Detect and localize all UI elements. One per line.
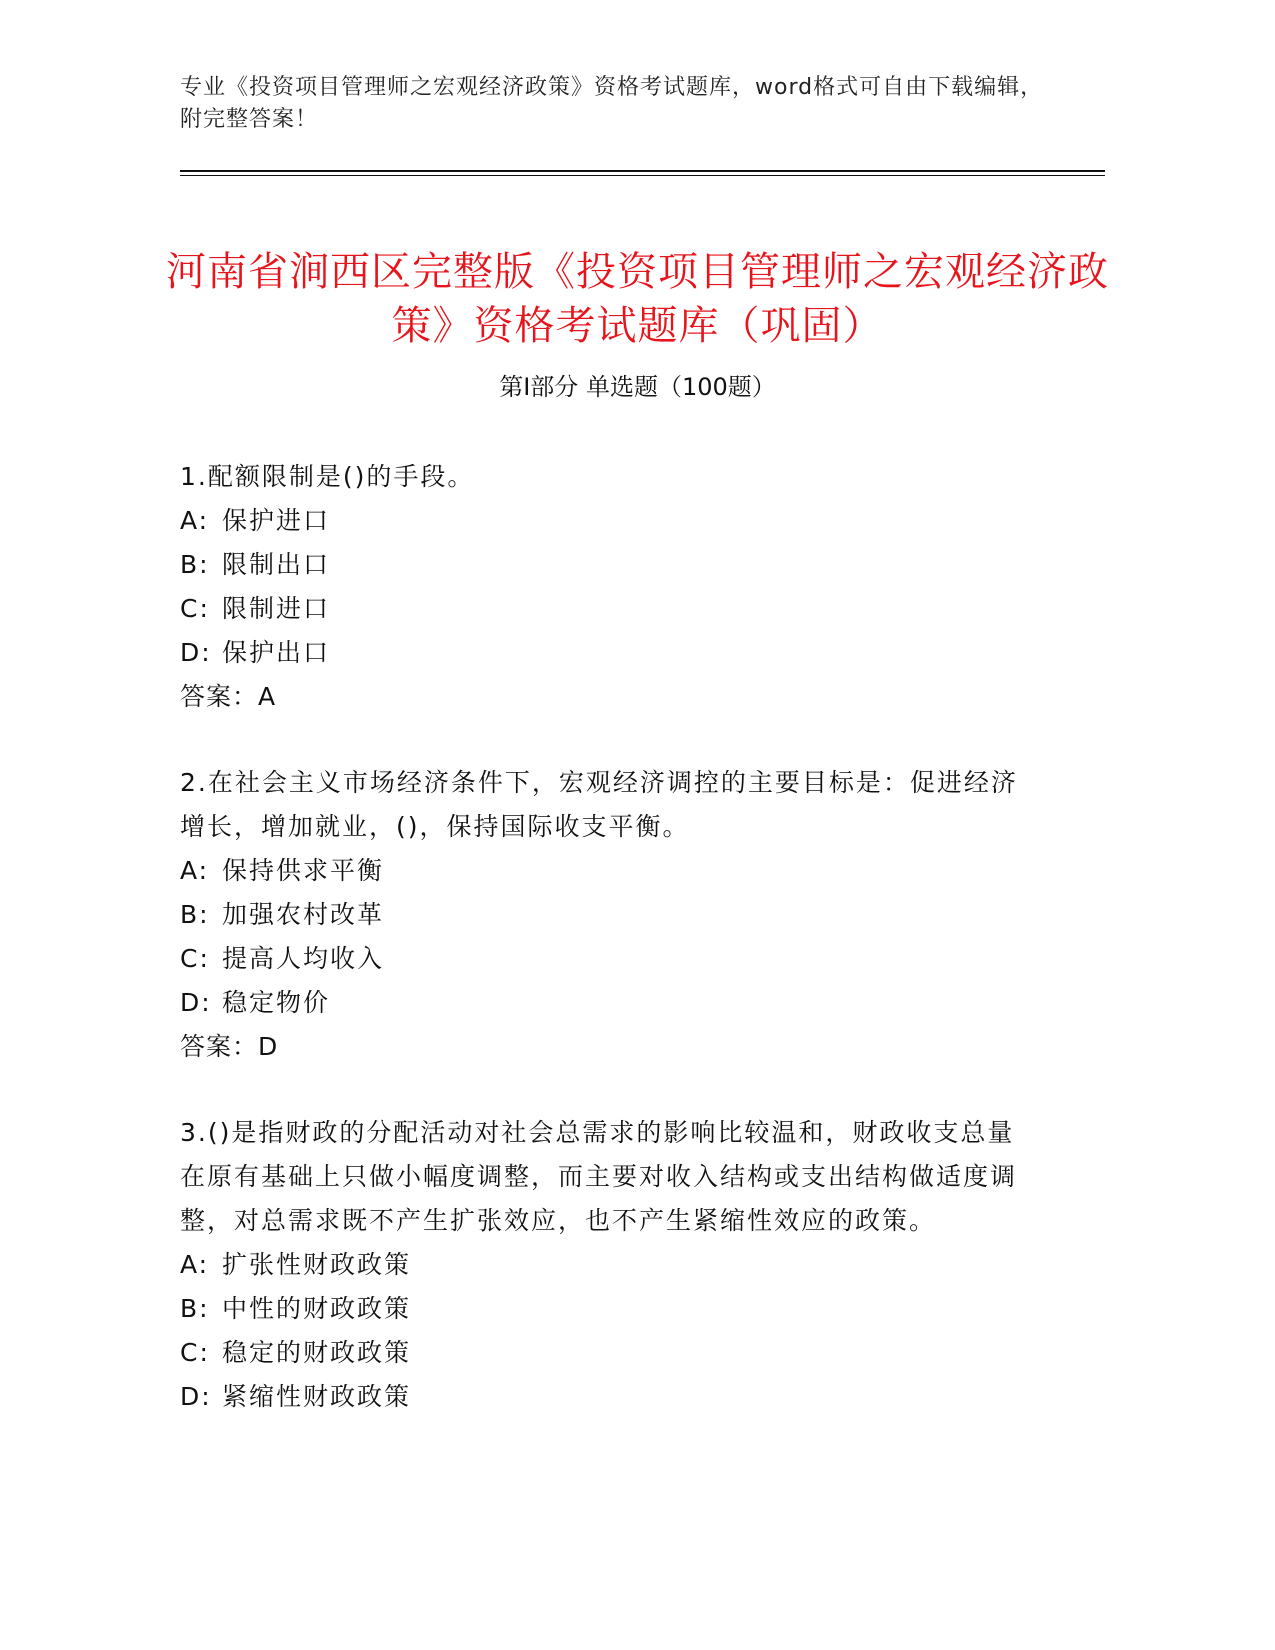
question-3 xyxy=(180,1111,1030,1419)
header-note: 专业《投资项目管理师之宏观经济政策》资格考试题库，word格式可自由下载编辑，附完整答案！ xyxy=(180,75,1044,132)
option-text: 提高人均收入 xyxy=(222,944,385,973)
question-stem: 1.配额限制是()的手段。 xyxy=(180,462,475,491)
option-label: D: xyxy=(180,1382,212,1411)
option-text: 稳定物价 xyxy=(222,988,331,1017)
option-b xyxy=(180,893,1030,937)
header-rule-thin xyxy=(180,175,1105,176)
answer: 答案：D xyxy=(180,1032,279,1061)
option-d xyxy=(180,1375,1030,1419)
option-b xyxy=(180,1287,1030,1331)
option-label: B: xyxy=(180,900,210,929)
option-text: 保护进口 xyxy=(222,506,331,535)
option-text: 限制进口 xyxy=(222,594,331,623)
option-label: C: xyxy=(180,594,210,623)
option-a xyxy=(180,849,1030,893)
question-2 xyxy=(180,761,1030,1069)
question-1 xyxy=(180,455,1030,719)
option-label: C: xyxy=(180,944,210,973)
option-text: 加强农村改革 xyxy=(222,900,385,929)
option-text: 稳定的财政政策 xyxy=(222,1338,412,1367)
question-stem: 3.()是指财政的分配活动对社会总需求的影响比较温和，财政收支总量在原有基础上只做小幅度调整，而主要对收入结构或支出结构做适度调整，对总需求既不产生扩张效应，也不产生紧缩性效应的政策。 xyxy=(180,1118,1018,1235)
option-label: C: xyxy=(180,1338,210,1367)
option-c xyxy=(180,587,1030,631)
option-label: D: xyxy=(180,988,212,1017)
option-c xyxy=(180,1331,1030,1375)
option-a xyxy=(180,499,1030,543)
option-c xyxy=(180,937,1030,981)
option-text: 限制出口 xyxy=(222,550,331,579)
option-text: 扩张性财政政策 xyxy=(222,1250,412,1279)
answer: 答案：A xyxy=(180,682,277,711)
option-label: B: xyxy=(180,550,210,579)
document-title: 河南省涧西区完整版《投资项目管理师之宏观经济政策》资格考试题库（巩固） xyxy=(166,248,1109,349)
section-heading: 第Ⅰ部分 单选题（100题） xyxy=(499,373,776,401)
option-label: D: xyxy=(180,638,212,667)
question-stem: 2.在社会主义市场经济条件下，宏观经济调控的主要目标是：促进经济增长，增加就业，()，保持国际收支平衡。 xyxy=(180,768,1018,841)
option-d xyxy=(180,981,1030,1025)
option-d xyxy=(180,631,1030,675)
header-rule-thick xyxy=(180,170,1105,172)
option-text: 紧缩性财政政策 xyxy=(222,1382,412,1411)
option-text: 中性的财政政策 xyxy=(222,1294,412,1323)
option-label: A: xyxy=(180,506,210,535)
option-text: 保护出口 xyxy=(222,638,331,667)
option-label: A: xyxy=(180,1250,210,1279)
option-label: B: xyxy=(180,1294,210,1323)
option-text: 保持供求平衡 xyxy=(222,856,385,885)
option-a xyxy=(180,1243,1030,1287)
option-label: A: xyxy=(180,856,210,885)
option-b xyxy=(180,543,1030,587)
question-list xyxy=(180,455,1030,1461)
